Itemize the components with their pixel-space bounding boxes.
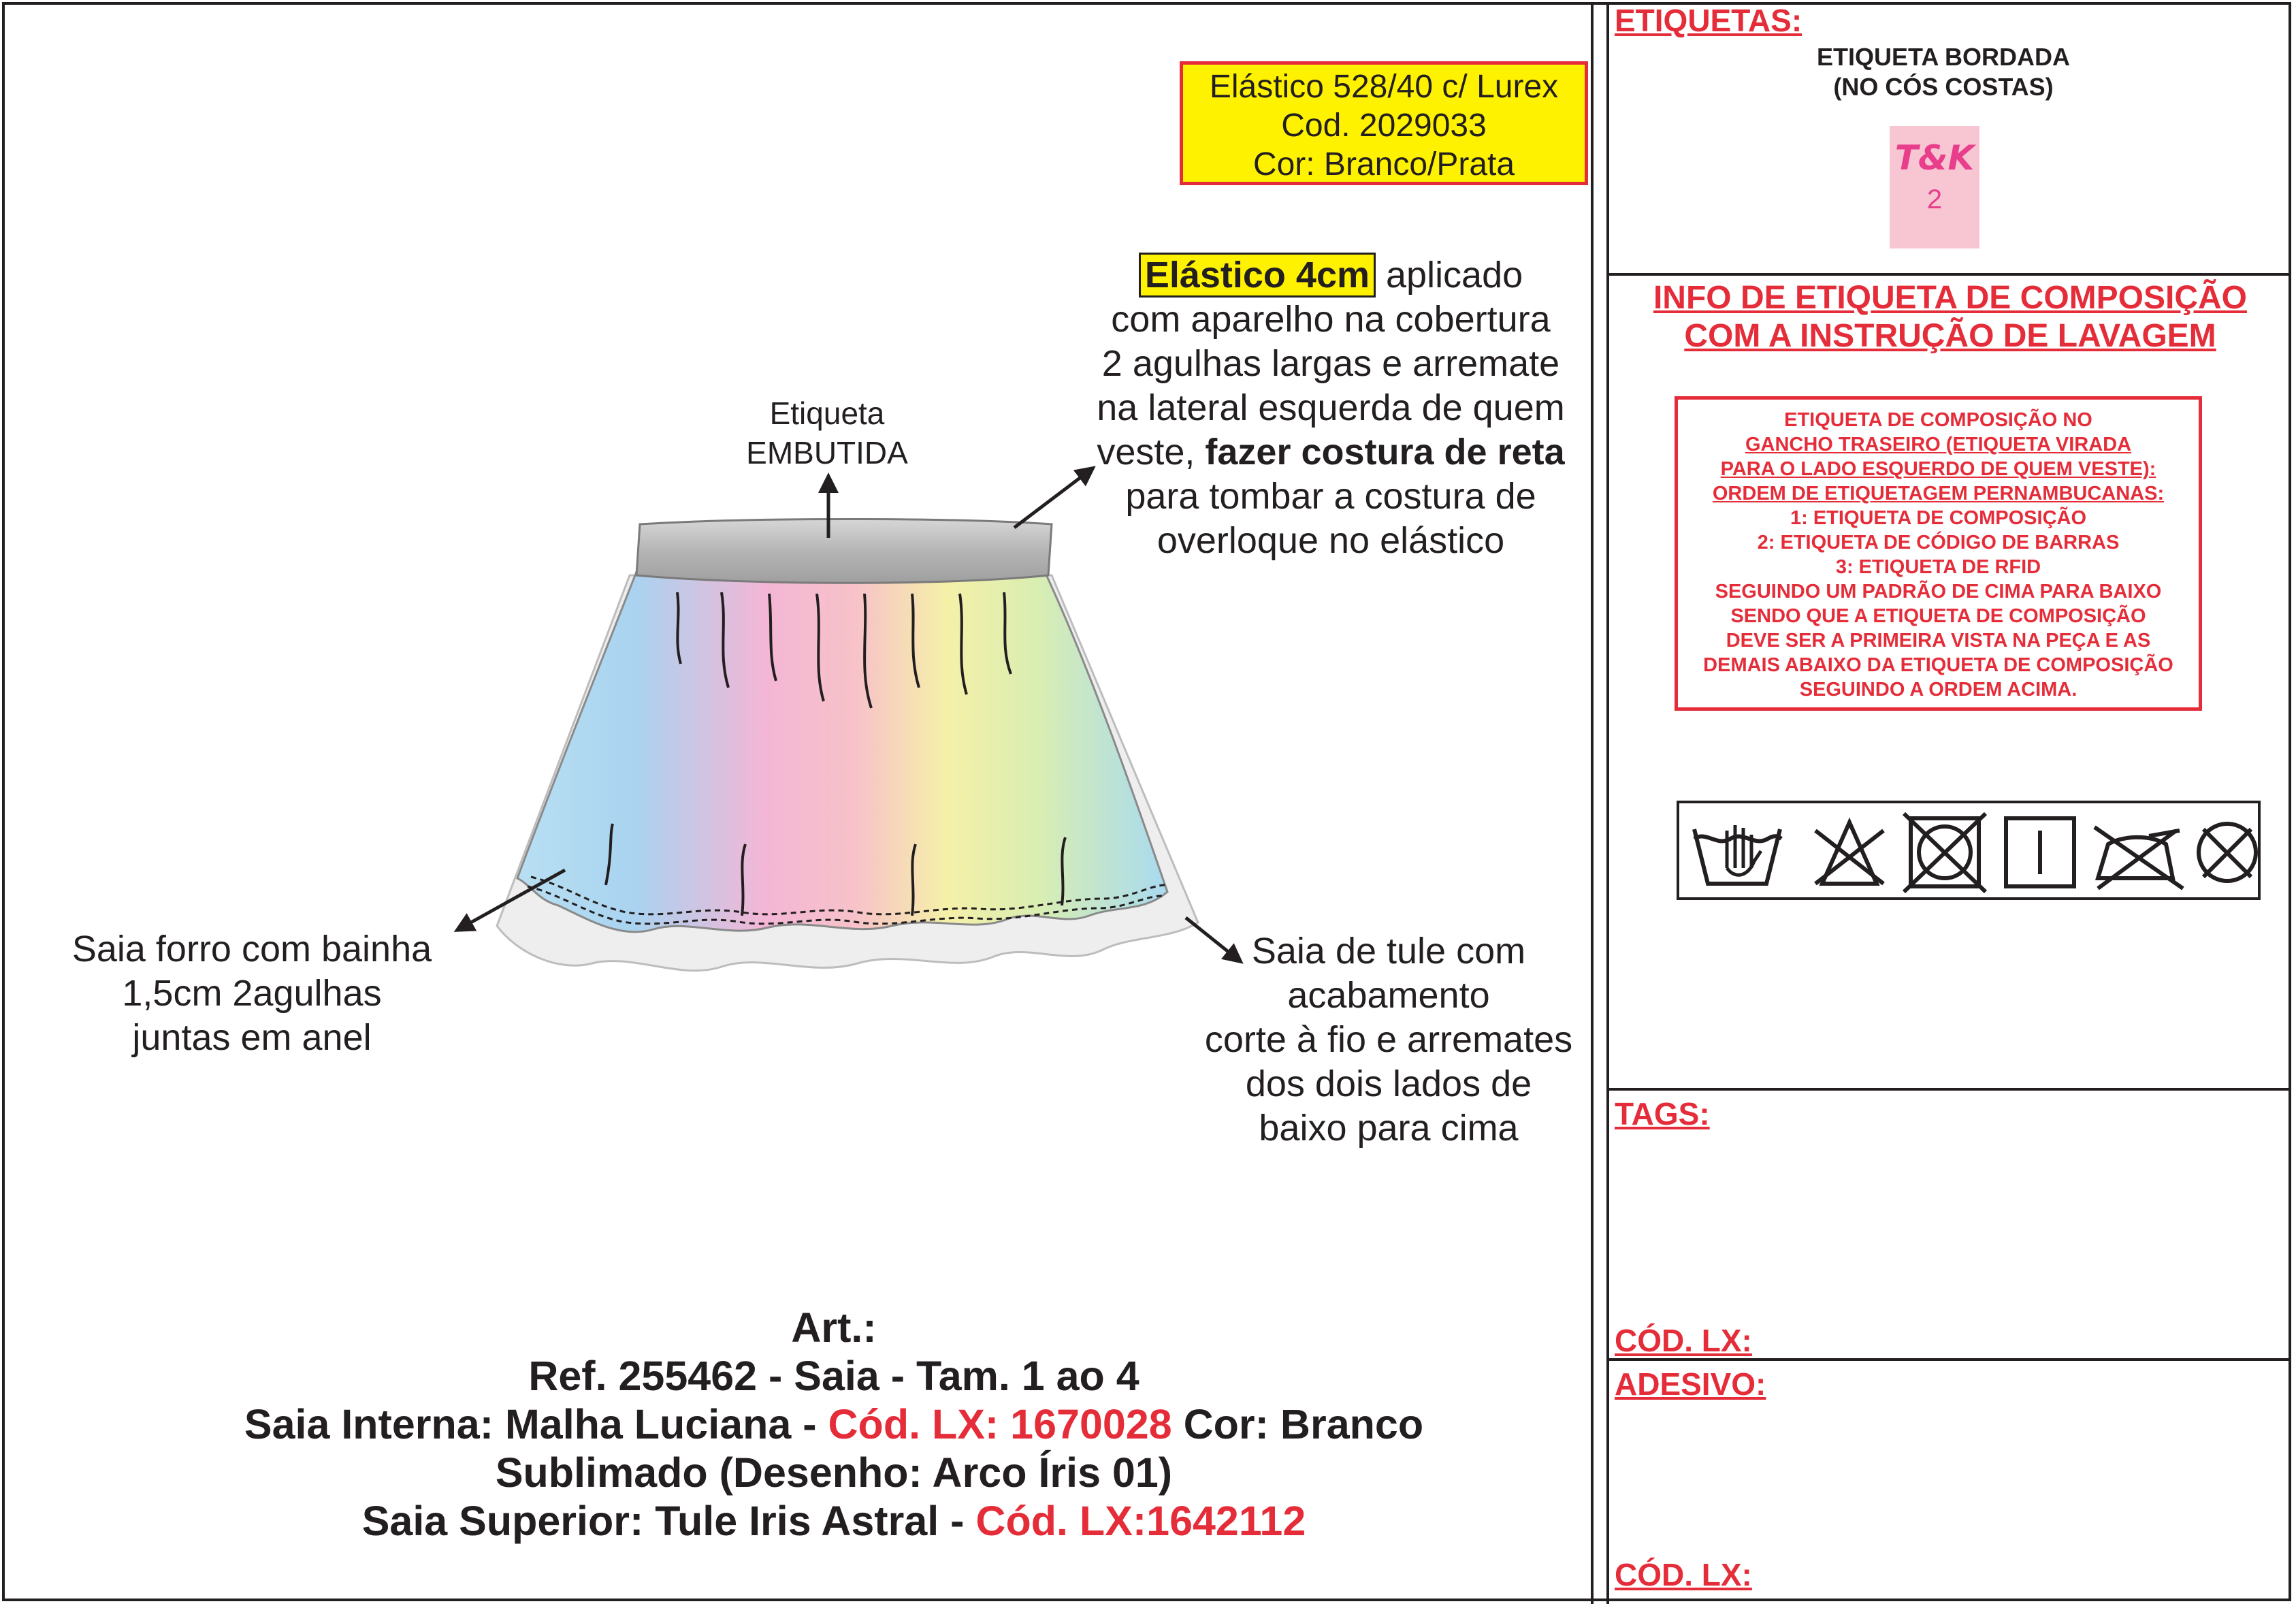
comp-line: SEGUINDO UM PADRÃO DE CIMA PARA BAIXO (1715, 581, 2162, 603)
tags-cod-lx: CÓD. LX: (1615, 1323, 1752, 1358)
etiqueta-note-line1: Etiqueta (769, 396, 885, 431)
bordada-line2: (NO CÓS COSTAS) (1833, 73, 2054, 101)
comp-line: ORDEM DE ETIQUETAGEM PERNAMBUCANAS: (1712, 483, 2165, 504)
elastic-note-line7: overloque no elástico (1157, 520, 1505, 561)
art-ref: Ref. 255462 - Saia - Tam. 1 ao 4 (528, 1353, 1139, 1399)
elastic-highlight: Elástico 4cm (1139, 253, 1376, 298)
bordada-line1: ETIQUETA BORDADA (1817, 43, 2070, 71)
art-outer-code: Cód. LX:1642112 (975, 1498, 1306, 1544)
adesivo-cod-lx: CÓD. LX: (1615, 1557, 1752, 1592)
tags-title: TAGS: (1615, 1096, 1710, 1131)
adesivo-title: ADESIVO: (1615, 1366, 1766, 1402)
tule-note-line5: baixo para cima (1259, 1108, 1519, 1149)
art-label: Art.: (791, 1304, 877, 1351)
no-bleach-icon (1815, 822, 1883, 884)
care-symbols-box (1677, 801, 2261, 900)
comp-line: GANCHO TRASEIRO (ETIQUETA VIRADA (1745, 434, 2132, 455)
divider-etiquetas (1606, 273, 2291, 276)
tule-note-line4: dos dois lados de (1245, 1063, 1532, 1104)
embroidered-label (1890, 126, 1979, 248)
art-inner-skirt: Saia Interna: Malha Luciana - (244, 1401, 828, 1447)
hand-wash-icon (1694, 825, 1781, 884)
care-symbols (1679, 803, 2258, 897)
no-tumble-dry-icon (1904, 814, 1986, 892)
elastic-note-line3: 2 agulhas largas e arremate (1101, 343, 1560, 384)
bordada-label (1681, 42, 2205, 102)
comp-line: SENDO QUE A ETIQUETA DE COMPOSIÇÃO (1730, 605, 2146, 627)
column-divider (1591, 2, 1594, 1604)
comp-line: PARA O LADO ESQUERDO DE QUEM VESTE): (1720, 458, 2156, 480)
comp-line: DEVE SER A PRIMEIRA VISTA NA PEÇA E AS (1726, 630, 2151, 652)
tk-logo: T&K (1894, 138, 1975, 178)
elastic-note-bold: fazer costura de reta (1205, 432, 1565, 472)
etiqueta-note-line2: EMBUTIDA (746, 435, 908, 470)
comp-line: 1: ETIQUETA DE COMPOSIÇÃO (1790, 507, 2087, 529)
forro-note-line1: Saia forro com bainha (71, 929, 432, 969)
skirt-illustration (0, 0, 1591, 1021)
art-print: Sublimado (Desenho: Arco Íris 01) (495, 1449, 1173, 1496)
elastic-spec-line: Elástico 528/40 c/ Lurex (1209, 69, 1559, 105)
silver-waistband (636, 519, 1052, 583)
forro-note-line2: 1,5cm 2agulhas (122, 973, 382, 1014)
elastic-note-line5: veste, (1097, 432, 1206, 472)
article-info (136, 1304, 1532, 1545)
elastic-color-line: Cor: Branco/Prata (1252, 146, 1515, 182)
info-line2: COM A INSTRUÇÃO DE LAVAGEM (1684, 318, 2216, 354)
tule-note-line1: Saia de tule com (1251, 931, 1526, 971)
elastic-arrow (1014, 468, 1093, 528)
info-line1: INFO DE ETIQUETA DE COMPOSIÇÃO (1653, 280, 2248, 316)
comp-line: SEGUINDO A ORDEM ACIMA. (1799, 679, 2077, 701)
elastic-note-line6: para tombar a costura de (1125, 476, 1536, 517)
etiquetas-title: ETIQUETAS: (1615, 3, 1802, 38)
line-dry-icon (2006, 818, 2074, 886)
comp-line: 3: ETIQUETA DE RFID (1835, 556, 2041, 578)
forro-note-line3: juntas em anel (132, 1017, 372, 1058)
art-inner-color: Cor: Branco (1171, 1401, 1424, 1447)
info-composition-title (1613, 279, 2287, 355)
elastic-note-line2: com aparelho na cobertura (1111, 299, 1551, 340)
label-size: 2 (1926, 184, 1943, 214)
art-outer-skirt: Saia Superior: Tule Iris Astral - (361, 1498, 976, 1544)
composition-box (1675, 396, 2202, 711)
art-inner-code: Cód. LX: 1670028 (828, 1401, 1172, 1447)
divider-tags (1606, 1088, 2291, 1091)
no-dry-clean-icon (2199, 824, 2256, 881)
elastic-code-line: Cod. 2029033 (1281, 108, 1487, 144)
comp-line: DEMAIS ABAIXO DA ETIQUETA DE COMPOSIÇÃO (1703, 654, 2173, 676)
tule-arrow (1186, 918, 1240, 961)
comp-line: 2: ETIQUETA DE CÓDIGO DE BARRAS (1757, 532, 2120, 553)
no-iron-icon (2095, 827, 2183, 888)
tule-note-line3: corte à fio e arremates (1204, 1019, 1573, 1060)
elastic-note-line4: na lateral esquerda de quem (1097, 387, 1565, 428)
column-divider-inner (1606, 2, 1609, 1604)
elastic-note-line1: aplicado (1376, 255, 1523, 295)
tule-note-line2: acabamento (1287, 975, 1490, 1016)
comp-line: ETIQUETA DE COMPOSIÇÃO NO (1784, 409, 2092, 431)
